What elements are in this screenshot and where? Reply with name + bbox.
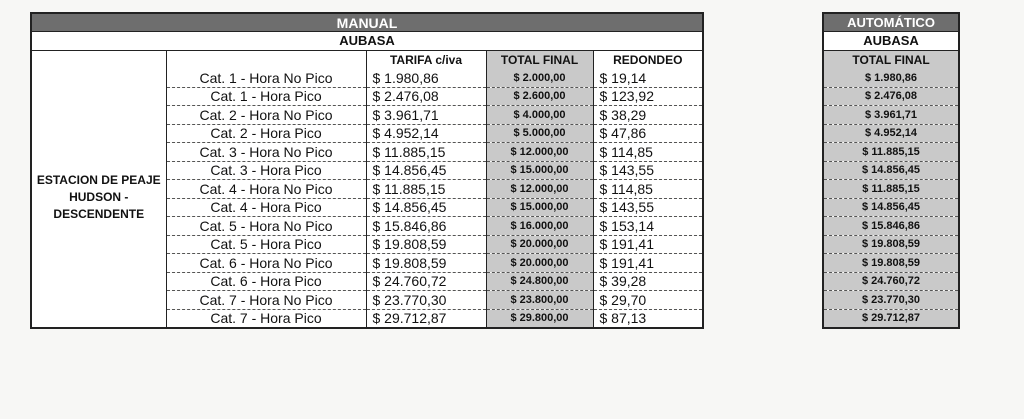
redondeo-cell: $ 191,41 xyxy=(593,254,703,273)
tarifa-cell: $ 19.808,59 xyxy=(366,254,486,273)
table-row xyxy=(823,272,959,291)
tarifa-cell: $ 14.856,45 xyxy=(366,198,486,217)
total-column-header: TOTAL FINAL xyxy=(486,50,593,69)
automatic-total-cell: $ 1.980,86 xyxy=(823,69,959,88)
total-cell: $ 23.800,00 xyxy=(486,291,593,310)
redondeo-cell: $ 143,55 xyxy=(593,198,703,217)
category-cell: Cat. 6 - Hora No Pico xyxy=(166,254,366,273)
tarifa-cell: $ 3.961,71 xyxy=(366,106,486,125)
category-cell: Cat. 1 - Hora Pico xyxy=(166,87,366,106)
table-row xyxy=(823,198,959,217)
manual-title: MANUAL xyxy=(31,13,703,32)
redondeo-column-header: REDONDEO xyxy=(593,50,703,69)
automatic-total-cell: $ 29.712,87 xyxy=(823,309,959,328)
tarifa-cell: $ 11.885,15 xyxy=(366,143,486,162)
automatic-total-cell: $ 14.856,45 xyxy=(823,161,959,180)
redondeo-cell: $ 38,29 xyxy=(593,106,703,125)
category-cell: Cat. 7 - Hora Pico xyxy=(166,309,366,328)
automatic-total-cell: $ 19.808,59 xyxy=(823,235,959,254)
category-cell: Cat. 2 - Hora Pico xyxy=(166,124,366,143)
tarifa-cell: $ 23.770,30 xyxy=(366,291,486,310)
category-cell: Cat. 1 - Hora No Pico xyxy=(166,69,366,88)
table-row xyxy=(31,69,703,88)
tarifa-cell: $ 11.885,15 xyxy=(366,180,486,199)
automatic-total-cell: $ 24.760,72 xyxy=(823,272,959,291)
total-cell: $ 2.600,00 xyxy=(486,87,593,106)
category-cell: Cat. 4 - Hora No Pico xyxy=(166,180,366,199)
category-cell: Cat. 2 - Hora No Pico xyxy=(166,106,366,125)
automatic-rows xyxy=(823,69,959,328)
redondeo-cell: $ 191,41 xyxy=(593,235,703,254)
total-cell: $ 2.000,00 xyxy=(486,69,593,88)
tarifa-cell: $ 2.476,08 xyxy=(366,87,486,106)
total-cell: $ 12.000,00 xyxy=(486,143,593,162)
category-cell: Cat. 5 - Hora No Pico xyxy=(166,217,366,236)
redondeo-cell: $ 19,14 xyxy=(593,69,703,88)
table-row xyxy=(823,143,959,162)
tarifa-cell: $ 1.980,86 xyxy=(366,69,486,88)
redondeo-cell: $ 143,55 xyxy=(593,161,703,180)
automatic-total-cell: $ 3.961,71 xyxy=(823,106,959,125)
total-cell: $ 16.000,00 xyxy=(486,217,593,236)
total-cell: $ 20.000,00 xyxy=(486,254,593,273)
table-row xyxy=(823,180,959,199)
category-header-spacer xyxy=(166,50,366,69)
automatic-operator: AUBASA xyxy=(823,32,959,51)
automatic-total-cell: $ 15.846,86 xyxy=(823,217,959,236)
manual-operator: AUBASA xyxy=(31,32,703,51)
redondeo-cell: $ 87,13 xyxy=(593,309,703,328)
total-cell: $ 15.000,00 xyxy=(486,161,593,180)
tarifa-cell: $ 29.712,87 xyxy=(366,309,486,328)
category-cell: Cat. 5 - Hora Pico xyxy=(166,235,366,254)
redondeo-cell: $ 153,14 xyxy=(593,217,703,236)
total-cell: $ 5.000,00 xyxy=(486,124,593,143)
tarifa-cell: $ 15.846,86 xyxy=(366,217,486,236)
tarifa-cell: $ 24.760,72 xyxy=(366,272,486,291)
tarifa-cell: $ 14.856,45 xyxy=(366,161,486,180)
table-row xyxy=(823,217,959,236)
redondeo-cell: $ 47,86 xyxy=(593,124,703,143)
automatic-total-cell: $ 11.885,15 xyxy=(823,143,959,162)
redondeo-cell: $ 123,92 xyxy=(593,87,703,106)
automatic-title: AUTOMÁTICO xyxy=(823,13,959,32)
table-row xyxy=(823,235,959,254)
tarifa-cell: $ 19.808,59 xyxy=(366,235,486,254)
table-row xyxy=(823,69,959,88)
category-cell: Cat. 7 - Hora No Pico xyxy=(166,291,366,310)
redondeo-cell: $ 29,70 xyxy=(593,291,703,310)
manual-tariff-table xyxy=(30,12,704,329)
station-name: ESTACION DE PEAJE HUDSON - DESCENDENTE xyxy=(31,69,166,328)
automatic-total-cell: $ 23.770,30 xyxy=(823,291,959,310)
manual-rows xyxy=(31,69,703,328)
station-header-spacer xyxy=(31,50,166,69)
automatic-total-cell: $ 14.856,45 xyxy=(823,198,959,217)
total-cell: $ 4.000,00 xyxy=(486,106,593,125)
category-cell: Cat. 3 - Hora No Pico xyxy=(166,143,366,162)
total-cell: $ 15.000,00 xyxy=(486,198,593,217)
total-cell: $ 12.000,00 xyxy=(486,180,593,199)
table-row xyxy=(823,124,959,143)
total-cell: $ 24.800,00 xyxy=(486,272,593,291)
tarifa-cell: $ 4.952,14 xyxy=(366,124,486,143)
category-cell: Cat. 3 - Hora Pico xyxy=(166,161,366,180)
automatic-tariff-table xyxy=(822,12,960,329)
redondeo-cell: $ 39,28 xyxy=(593,272,703,291)
total-cell: $ 20.000,00 xyxy=(486,235,593,254)
automatic-total-cell: $ 2.476,08 xyxy=(823,87,959,106)
table-row xyxy=(823,291,959,310)
table-row xyxy=(823,106,959,125)
table-row xyxy=(823,254,959,273)
table-row xyxy=(823,87,959,106)
automatic-total-cell: $ 11.885,15 xyxy=(823,180,959,199)
automatic-total-column-header: TOTAL FINAL xyxy=(823,50,959,69)
tarifa-column-header: TARIFA c/iva xyxy=(366,50,486,69)
table-row xyxy=(823,161,959,180)
automatic-total-cell: $ 19.808,59 xyxy=(823,254,959,273)
category-cell: Cat. 4 - Hora Pico xyxy=(166,198,366,217)
redondeo-cell: $ 114,85 xyxy=(593,143,703,162)
automatic-total-cell: $ 4.952,14 xyxy=(823,124,959,143)
redondeo-cell: $ 114,85 xyxy=(593,180,703,199)
total-cell: $ 29.800,00 xyxy=(486,309,593,328)
category-cell: Cat. 6 - Hora Pico xyxy=(166,272,366,291)
table-row xyxy=(823,309,959,328)
